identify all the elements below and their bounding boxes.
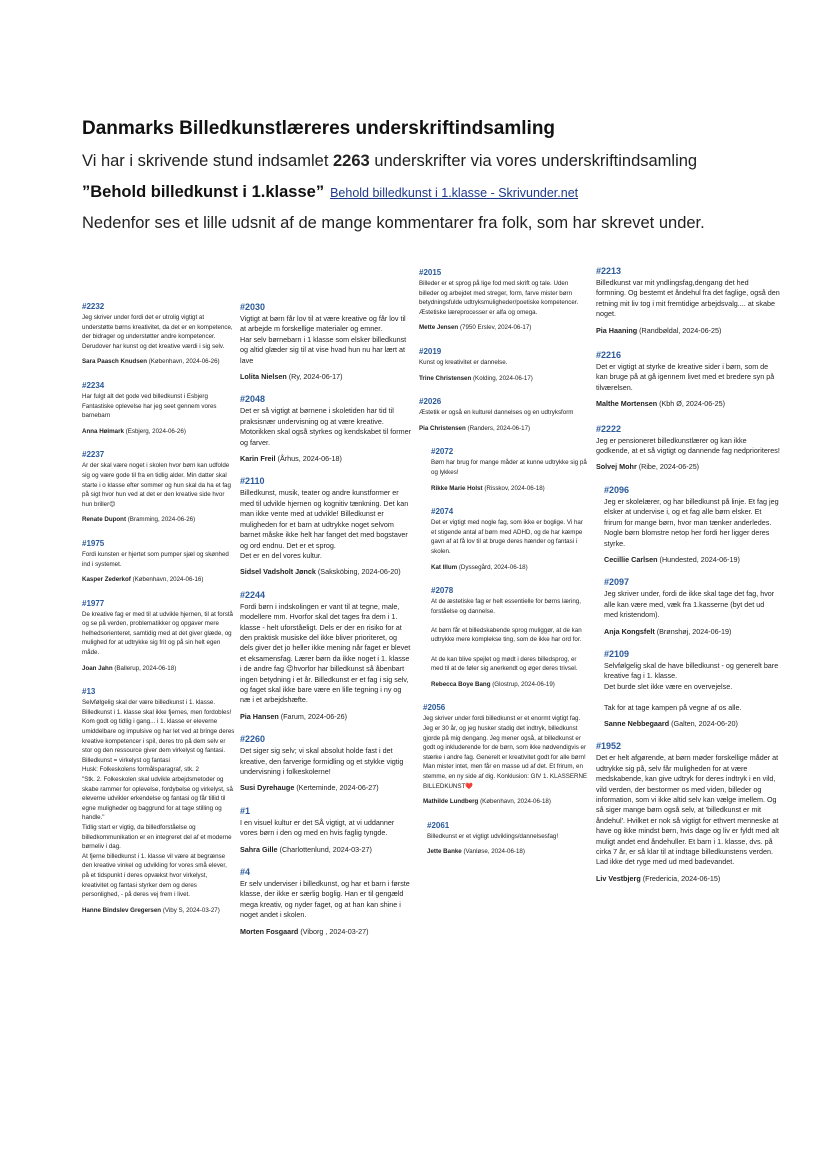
comment-text: Børn har brug for mange måder at kunne udtrykke sig på og lykkes! [431, 459, 587, 476]
signer-name: Anna Høimark [82, 427, 124, 435]
comment-entry [82, 599, 235, 674]
comment-text: Fordi kunsten er hjertet som pumper sjæl og skønhed ind i systemet. [82, 550, 229, 568]
signer-name: Trine Christensen [419, 374, 472, 382]
comment-text: Selvfølgelig skal de have billedkunst - og generelt bare kreative fag i 1. klasse. Det burde slet ikke være en overvejelse. Tak for at tage kampen på vegne af os alle. [604, 660, 779, 712]
comment-text: Fordi børn i indskolingen er vant til at tegne, male, modellere mm. Hvorfor skal det tages fra dem i 1. klasse - helt uforståeligt. Dels er der en risiko for at den praktisk musiske del ikke bliver prioriteret, og dels giver det jo heller ikke mening når faget er blevet et eksamensfag. Lærer børn da ikke noget i 1. klasse i de andre fag 😉hvorfor har billedkunst så åbenbart ingen betydning i et år. Billedkunst er et fag i sig selv, og faget skal ikke bare være en lille tegning i ny og næ i et arbejdshæfte. [240, 601, 411, 705]
signer-meta: (Saksköbing, 2024-06-20) [317, 567, 401, 577]
signer-meta: (Randers, 2024-06-17) [467, 424, 531, 432]
comment-number: #2078 [431, 586, 454, 596]
comment-text: Ar der skal være noget i skolen hvor børn kan udfolde sig og være gode til fra en tidlig alder. Min datter skal starte i o klasse efter sommer og hun skal da ha et fag på sigt hvor hun ved at det er den kreative side hvor hun briller😊 [82, 462, 231, 508]
comment-entry [596, 266, 780, 336]
signer-meta: (Ballerup, 2024-06-18) [114, 664, 177, 672]
campaign-line [82, 183, 578, 202]
signer-meta: (Hundested, 2024-06-19) [659, 554, 740, 564]
comment-number: #2237 [82, 450, 105, 460]
comment-text: Jeg skriver under fordi billedkunst er et enormt vigtigt fag. Jeg er 30 år, og jeg husker stadig det indtryk, billedkunst gjorde på mig dengang. Jeg mener også, at billedkunst er godt og inkluderende for de børn, som ikke nødvendigvis er stærke i andre fag. Generelt er kreativitet godt for alle børn! Man mister intet, men får en masse ud af det. Et frirum, en stemme, en ny side af dig. Konklusion: GIV 1. KLASSERNE BILLEDKUNST❤️ [423, 715, 588, 790]
signer-meta: (København, 2024-06-18) [480, 798, 551, 806]
signer-name: Anja Kongsfelt [604, 626, 655, 636]
comment-entry [419, 821, 589, 857]
signer-name: Pia Haaning [596, 325, 638, 335]
comment-entry [596, 424, 780, 473]
signer-name: Morten Fosgaard [240, 926, 299, 936]
comment-signer [419, 424, 589, 434]
comment-text: Det er så vigtigt at børnene i skoletiden har tid til praksisnær undervisning og at være kreative. Motorikken skal også styrkes og kendskabet til former og farver. [240, 406, 411, 447]
signer-name: Sidsel Vadsholt Jønck [240, 567, 316, 577]
signer-meta: (Risskov, 2024-06-18) [484, 484, 545, 492]
comment-entry [240, 806, 412, 855]
signer-meta: (Ribe, 2024-06-25) [638, 462, 700, 472]
signer-name: Solvej Mohr [596, 462, 637, 472]
comment-entry [596, 577, 780, 637]
comment-number: #2222 [596, 423, 622, 434]
comment-signer [82, 357, 235, 367]
comment-number: #1977 [82, 598, 105, 608]
signer-meta: (Glostrup, 2024-06-19) [492, 680, 555, 688]
comment-signer [423, 797, 589, 807]
signer-name: Rikke Marie Holst [431, 484, 483, 492]
comment-number: #2097 [604, 577, 630, 588]
signer-name: Mette Jensen [419, 324, 459, 332]
signer-name: Susi Dyrehauge [240, 783, 295, 793]
intro-line [82, 152, 697, 171]
comment-entry [596, 741, 780, 884]
comment-entry [240, 867, 412, 937]
comment-entry [419, 268, 589, 333]
signer-meta: (Charlottenlund, 2024-03-27) [279, 844, 372, 854]
signer-name: Sara Paasch Knudsen [82, 358, 147, 366]
comment-signer [419, 323, 589, 333]
comment-entry [419, 347, 589, 383]
signature-count: 2263 [333, 152, 370, 170]
comment-signer [240, 567, 412, 577]
signer-meta: (7950 Erslev, 2024-06-17) [459, 324, 532, 332]
signer-meta: (København, 2024-06-26) [148, 358, 220, 366]
comment-entry [82, 450, 235, 525]
comment-text: Jeg er pensioneret billedkunstlærer og kan ikke godkende, at et så vigtigt og dannende fag nedprioriteres! [596, 435, 780, 456]
comment-entry [596, 649, 780, 729]
comment-column-1 [82, 302, 235, 915]
comment-number: #1975 [82, 538, 105, 548]
signer-meta: (Viby S, 2024-03-27) [162, 906, 220, 914]
intro-pre: Vi har i skrivende stund indsamlet [82, 152, 329, 170]
signer-name: Karin Freil [240, 454, 276, 464]
comment-signer [596, 399, 780, 409]
comment-signer [82, 575, 235, 585]
comment-text: Billeder er et sprog på lige fod med skrift og tale. Uden billeder og arbejdet med streger, form, farve mister børn betydningsfulde udtryksmuligheder/poetiske kompetencer. Æstetiske læreprocesser er alfa og omega. [419, 280, 579, 316]
comment-text: Er selv underviser i billedkunst, og har et barn i første klasse, der ikke er særlig boglig. Han er til gengæld mega kreativ, og nyder faget, og at han kan shine i noget andet i skolen. [240, 879, 410, 920]
signer-name: Pia Hansen [240, 711, 279, 721]
comment-column-3 [419, 268, 589, 857]
comment-number: #2244 [240, 589, 266, 600]
comment-text: Jeg skriver under, fordi de ikke skal tage det fag, hvor alle kan være med, væk fra 1.kasserne (byt det ud med kristendom). [604, 589, 775, 620]
comment-text: Jeg skriver under fordi det er utrolig vigtigt at understøtte børns kreativitet, da det er en kompetence, der bidrager og understøtter andre kompetencer. Derudover har kunst og det kreative værdi i sig selv. [82, 314, 233, 350]
comment-entry [82, 302, 235, 367]
subtitle: Nedenfor ses et lille udsnit af de mange kommentarer fra folk, som har skrevet under. [82, 214, 705, 232]
signer-meta: (Esbjerg, 2024-06-26) [125, 427, 186, 435]
page-title: Danmarks Billedkunstlæreres underskriftindsamling [82, 118, 556, 139]
comment-text: At de æstetiske fag er helt essentielle for børns læring, forståelse og dannelse. At børn får et billedskabende sprog muliggør, at de kan udtrykke mere komplekse ting, som de ikke har ord for. At de kan blive spejlet og mødt i deres billedsprog, er med til at de føler sig anerkendt og øger deres trivsel. [431, 598, 582, 673]
comment-entry [240, 302, 412, 382]
comment-signer [82, 664, 235, 674]
comment-signer [431, 563, 589, 573]
comment-entry [596, 485, 780, 565]
signer-meta: (Farum, 2024-06-26) [280, 711, 348, 721]
signer-meta: (Galten, 2024-06-20) [671, 718, 738, 728]
comment-number: #2048 [240, 394, 266, 405]
signer-meta: (Århus, 2024-06-18) [277, 454, 342, 464]
comment-entry [596, 350, 780, 410]
comment-entry [240, 476, 412, 577]
signer-meta: (Bramming, 2024-06-26) [127, 516, 196, 524]
comment-entry [240, 734, 412, 794]
comment-entry [82, 687, 235, 915]
comment-text: Det er vigtigt at styrke de kreative sider i børn, som de kan bruge på at gå igennem livet med et bredere syn på tilværelsen. [596, 362, 775, 392]
comment-number: #2096 [604, 484, 630, 495]
comment-signer [431, 680, 589, 690]
comment-entry [419, 703, 589, 806]
signer-name: Sahra Gille [240, 844, 278, 854]
signer-name: Hanne Bindslev Gregersen [82, 906, 162, 914]
signer-name: Renate Dupont [82, 516, 126, 524]
comment-signer [596, 326, 780, 336]
comment-signer [240, 712, 412, 722]
comment-signer [604, 555, 780, 565]
signer-name: Liv Vestbjerg [596, 873, 641, 883]
comment-entry [419, 507, 589, 572]
signer-meta: (Vanløse, 2024-06-18) [463, 848, 525, 856]
comment-signer [596, 874, 780, 884]
comment-signer [82, 515, 235, 525]
signer-meta: (Kerteminde, 2024-06-27) [296, 783, 379, 793]
comment-text: I en visuel kultur er det SÅ vigtigt, at vi uddanner vores børn i den og med en hvis faglig tyngde. [240, 817, 395, 838]
comment-text: Har fulgt alt det gode ved billedkunst i Esbjerg Fantastiske oplevelse har jeg seet gennem vores barnebarn [82, 392, 217, 420]
comment-signer [431, 484, 589, 494]
comment-signer [604, 627, 780, 637]
comment-signer [82, 427, 235, 437]
comment-number: #2026 [419, 397, 442, 407]
comment-entry [419, 447, 589, 493]
comment-number: #2019 [419, 346, 442, 356]
comment-number: #2061 [427, 820, 450, 830]
signer-name: Pia Christensen [419, 424, 466, 432]
comment-text: Det er vigtigt med nogle fag, som ikke er boglige. Vi har et stigende antal af børn med ADHD, og de har kæmpe gavn af at få lov til at bruge deres hænder og fantasi i skolen. [431, 519, 583, 555]
comment-number: #13 [82, 687, 96, 697]
comment-text: De kreative fag er med til at udvikle hjernen, til at forstå og se på verden, problematikker og opgaver mere helhedsorienteret, samtidig med at det giver glæde, og mulighed for at udtrykke sig frit og på sin helt egen måde. [82, 610, 233, 657]
comment-signer [427, 847, 589, 857]
comment-text: Billedkunst var mit yndlingsfag,dengang det hed formning. Og bestemt et åndehul fra det faglige, også den retning mit liv tog i mit fremtidige arbejdsvalg.... at skabe noget. [596, 278, 780, 319]
comment-signer [240, 783, 412, 793]
signer-meta: (Viborg , 2024-03-27) [300, 926, 369, 936]
comment-signer [240, 927, 412, 937]
signer-name: Kat Illum [431, 563, 458, 571]
signer-name: Cecillie Carlsen [604, 554, 658, 564]
comment-text: Det er helt afgørende, at børn møder forskellige måder at udtrykke sig på, selv får muligheden for at være medskabende, kan give udtryk for deres indtryk i en vild, vild verden, der bestormer os med viden, billeder og information, som vi ikke altid selv kan vælge imellem. Og så siger mange børn også selv, at 'billedkunst er mit åndehul'. Hvilket er nok så vigtigt for ethvert menneske at have og ikke mindst børn, hvis dage og liv er fyldt med alt muligt andet end åndehuller. Et barn i 1. klasse, dvs. på cirka 7 år, er så klar til at indtage billedkunstens verden. Lad ikke det ryge med ud med badevandet. [596, 753, 779, 867]
comment-signer [82, 906, 235, 916]
comment-number: #1 [240, 805, 251, 816]
comment-number: #2232 [82, 302, 105, 311]
comment-number: #2056 [423, 703, 446, 713]
signer-meta: (Ry, 2024-06-17) [288, 372, 343, 382]
intro-post: underskrifter via vores underskriftindsamling [374, 152, 698, 170]
comment-column-4 [596, 266, 780, 884]
comment-entry [82, 539, 235, 585]
signer-meta: (Fredericia, 2024-06-15) [642, 873, 721, 883]
signer-name: Jette Banke [427, 848, 462, 856]
comment-number: #2216 [596, 350, 622, 361]
comment-text: Selvfølgelig skal der være billedkunst i 1. klasse. Billedkunst i 1. klasse skal ikke fjernes, men fordobles! Kom godt og tidlig i gang... i 1. klasse er eleverne umiddelbare og impulsive og har let ved at bringe deres kreative kompetencer i spil, deres tro på dem selv er stor og den ressource giver dem virkelyst og fantasi. Billedkunst = virkelyst og fantasi Husk: Folkeskolens formålsparagraf, stk. 2 "Stk. 2. Folkeskolen skal udvikle arbejdsmetoder og skabe rammer for oplevelse, fordybelse og virkelyst, så eleverne udvikler erkendelse og fantasi og får tillid til egne muligheder og baggrund for at tage stilling og handle." Tidlig start er vigtig, da billedforståelse og billedkommunikation er en integreret del af et moderne børneliv i dag. At fjerne billedkunst i 1. klasse vil være at begrænse den kreative vinkel og udvikling for vores små elever, på et tidspunkt i deres opvækst hvor virkelyst, kreativitet og fantasi styrker dem og deres personlighed, - på deres vej frem i livet. [82, 699, 235, 899]
signer-name: Sanne Nebbegaard [604, 718, 670, 728]
signer-name: Rebecca Boye Bang [431, 680, 491, 688]
comment-number: #2110 [240, 476, 265, 487]
signer-name: Kasper Zederkof [82, 576, 131, 584]
comment-text: Kunst og kreativitet er dannelse. [419, 358, 508, 366]
comment-text: Vigtigt at børn får lov til at være kreative og får lov til at arbejde m forskellige materialer og emner. Har selv børnebarn i 1 klasse som elsker billedkunst og altid glæder sig til at vise hvad hun nu har lært at lave [240, 314, 407, 365]
signer-name: Joan Jahn [82, 664, 113, 672]
signer-meta: (København, 2024-06-16) [132, 576, 204, 584]
comment-number: #2015 [419, 268, 442, 277]
comment-number: #2030 [240, 302, 266, 312]
comment-signer [419, 374, 589, 384]
comment-column-2 [240, 302, 412, 937]
comment-signer [240, 454, 412, 464]
comment-signer [240, 372, 412, 382]
comment-signer [596, 462, 780, 472]
campaign-name: ”Behold billedkunst i 1.klasse” [82, 183, 325, 201]
signer-meta: (Kolding, 2024-06-17) [473, 374, 533, 382]
comment-entry [419, 586, 589, 689]
comment-number: #2074 [431, 507, 454, 517]
comment-entry [240, 394, 412, 464]
comment-text: Æstetik er også en kulturel dannelses og en udtryksform [419, 409, 574, 417]
comment-text: Billedkunst, musik, teater og andre kunstformer er med til udvikle hjernen og kognitiv tænkning. Det kan man ikke vente med at udvikle! Billedkunst er muligheden for et barn at udtrykke noget selvom barnet måske ikke helt har fanget det med bogstaver og ord endnu. Det er et sprog. Det er en del vores kultur. [240, 488, 409, 560]
signer-meta: (Kbh Ø, 2024-06-25) [659, 399, 726, 409]
signer-meta: (Randbøldal, 2024-06-25) [639, 325, 722, 335]
signer-name: Malthe Mortensen [596, 399, 658, 409]
comment-number: #2109 [604, 648, 630, 659]
campaign-link[interactable]: Behold billedkunst i 1.klasse - Skrivunder.net [330, 186, 579, 200]
comment-text: Jeg er skolelærer, og har billedkunst på linje. Et fag jeg elsker at undervise i, og et fag alle børn elsker. Et frirum for mange børn, hvor man tænker anderledes. Nogle børn blomstre netop her fordi her ligger deres styrke. [604, 496, 779, 548]
comment-entry [82, 381, 235, 436]
comment-text: Det siger sig selv; vi skal absolut holde fast i det kreative, den farverige formidling og et stykke vigtig undervisning i folkeskolerne! [240, 746, 404, 776]
comment-signer [240, 845, 412, 855]
comment-number: #2072 [431, 447, 454, 457]
signer-meta: (Dyssegård, 2024-06-18) [458, 563, 528, 571]
signer-name: Lolita Nielsen [240, 372, 287, 382]
comment-number: #4 [240, 867, 251, 878]
comment-number: #2213 [596, 266, 622, 276]
signer-meta: (Brønshøj, 2024-06-19) [656, 626, 732, 636]
comment-number: #1952 [596, 741, 622, 752]
comment-signer [604, 719, 780, 729]
comment-entry [419, 397, 589, 433]
comment-text: Billedkunst er et vigtigt udviklings/dannelsesfag! [427, 832, 559, 840]
comment-number: #2260 [240, 734, 266, 745]
signer-name: Mathilde Lundberg [423, 798, 479, 806]
comment-entry [240, 590, 412, 722]
comment-number: #2234 [82, 380, 105, 390]
